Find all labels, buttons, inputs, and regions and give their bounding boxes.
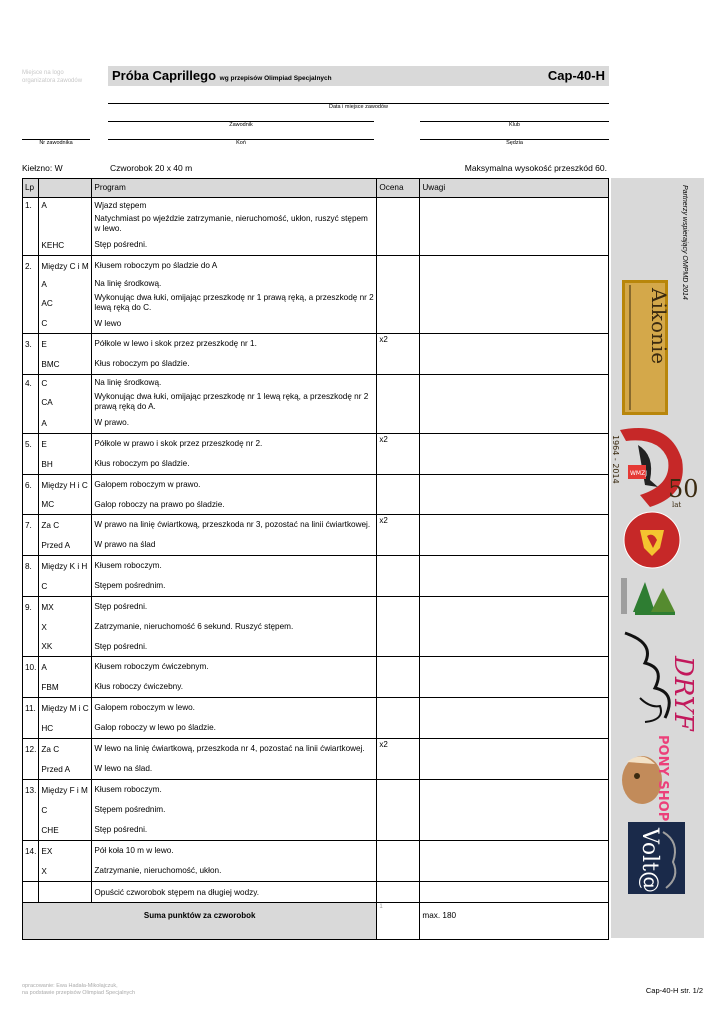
program-instruction: Stępem pośrednim. — [94, 805, 166, 814]
program-instruction: Stęp pośredni. — [94, 240, 148, 249]
program-row — [23, 657, 609, 698]
volta-logo — [628, 822, 685, 894]
row-points — [39, 597, 92, 657]
program-row — [23, 375, 609, 434]
svg-text:PONY SHOP: PONY SHOP — [655, 735, 670, 822]
row-number-text — [23, 576, 38, 596]
program-table — [22, 178, 609, 940]
program-instruction: Wykonując dwa łuki, omijając przeszkodę nr 1 lewą ręką, a przeszkodę nr 2 prawą ręką do A. — [94, 392, 369, 411]
final-point-text — [39, 882, 91, 902]
arena-point: C — [41, 805, 48, 815]
row-program — [92, 657, 377, 698]
judge-caption: Sędzia — [506, 140, 523, 146]
row-points — [39, 556, 92, 597]
row-number-text — [23, 292, 38, 314]
program-instruction: W lewo na linię ćwiartkową, przeszkoda nr 4, pozostać na linii ćwiartkowej. — [94, 744, 365, 753]
club-caption: Klub — [508, 122, 520, 128]
row-number-text — [23, 535, 38, 555]
partners-caption: Partnerzy wspierający OMPMD 2014 — [681, 185, 688, 300]
arena-point: X — [41, 622, 47, 632]
row-points — [39, 657, 92, 698]
logo-placeholder-note: Miejsce na logo organizatora zawodów — [22, 70, 83, 84]
arena-point: Między C i M — [41, 261, 89, 271]
notes-cell[interactable] — [420, 739, 609, 780]
row-number-text: 10. — [25, 662, 37, 672]
row-number — [23, 597, 39, 657]
program-row — [23, 739, 609, 780]
header-program: Program — [92, 179, 377, 198]
row-number-text: 2. — [25, 261, 32, 271]
total-score-index: 1 — [379, 904, 383, 910]
program-row — [23, 597, 609, 657]
program-instruction: W prawo na linię ćwiartkową, przeszkoda nr 3, pozostać na linii ćwiartkowej. — [94, 520, 371, 529]
program-instruction: Zatrzymanie, nieruchomość, ukłon. — [94, 866, 222, 875]
row-number-text — [23, 637, 38, 656]
program-row — [23, 434, 609, 475]
arena-point: CA — [41, 397, 53, 407]
header-notes: Uwagi — [420, 179, 609, 198]
bit-info: Kiełzno: W — [22, 163, 63, 173]
row-program — [92, 475, 377, 515]
row-number-text — [23, 454, 38, 474]
svg-text:1964 - 2014: 1964 - 2014 — [611, 435, 620, 484]
arena-point: CHE — [41, 825, 59, 835]
aikonie-logo — [622, 280, 671, 415]
svg-text:DRYF: DRYF — [668, 656, 698, 731]
program-row — [23, 698, 609, 739]
row-program — [92, 334, 377, 375]
program-instruction: Kłus roboczym po śladzie. — [94, 459, 190, 468]
program-instruction: Na linię środkową. — [94, 279, 162, 288]
row-number — [23, 780, 39, 841]
row-number-text: 8. — [25, 561, 32, 571]
row-points — [39, 841, 92, 882]
program-instruction: W prawo na ślad — [94, 540, 156, 549]
arena-point: HC — [41, 723, 54, 733]
arena-point: EX — [41, 846, 53, 856]
arena-point: C — [41, 378, 48, 388]
row-program — [92, 375, 377, 434]
program-row — [23, 780, 609, 841]
row-number — [23, 334, 39, 375]
notes-cell[interactable] — [420, 198, 609, 256]
arena-point: C — [41, 319, 48, 328]
dryf-logo — [615, 628, 698, 731]
score-cell[interactable] — [377, 698, 420, 739]
program-row — [23, 256, 609, 334]
arena-point: A — [41, 279, 47, 289]
program-instruction: Pół koła 10 m w lewo. — [94, 846, 174, 855]
row-program — [92, 556, 377, 597]
hippica-polonia-logo — [620, 510, 685, 570]
row-points — [39, 256, 92, 334]
program-instruction: Półkole w lewo i skok przez przeszkodę nr 1. — [94, 339, 257, 348]
score-cell[interactable] — [377, 597, 420, 657]
row-program — [92, 841, 377, 882]
arena-point: E — [41, 439, 47, 449]
row-points — [39, 198, 92, 256]
program-row — [23, 515, 609, 556]
header-score: Ocena — [377, 179, 420, 198]
notes-cell[interactable] — [420, 434, 609, 475]
score-cell[interactable] — [377, 515, 420, 556]
svg-text:lat: lat — [672, 501, 682, 509]
header-lp: Lp — [23, 179, 39, 198]
row-number-text — [23, 495, 38, 514]
coefficient: x2 — [379, 335, 388, 344]
row-number — [23, 198, 39, 256]
page-title: Próba Caprillego wg przepisów Olimpiad Specjalnych — [112, 68, 332, 83]
row-points — [39, 434, 92, 475]
row-number — [23, 375, 39, 434]
row-number-text — [23, 314, 38, 333]
row-number-text: 7. — [25, 520, 32, 530]
row-number-text — [23, 276, 38, 292]
program-instruction: Kłusem roboczym ćwiczebnym. — [94, 662, 209, 671]
arena-point: C — [41, 581, 48, 591]
score-cell[interactable] — [377, 556, 420, 597]
program-instruction: Galop roboczy w lewo po śladzie. — [94, 723, 216, 732]
arena-point: Między F i M — [41, 785, 88, 795]
sum-label: Suma punktów za czworobok — [143, 911, 256, 920]
final-score[interactable] — [377, 882, 420, 903]
row-number-text — [23, 861, 38, 881]
final-row — [23, 882, 609, 903]
row-program — [92, 434, 377, 475]
program-instruction: Na linię środkową. — [94, 378, 162, 387]
row-number — [23, 739, 39, 780]
row-program — [92, 780, 377, 841]
program-instruction: Natychmiast po wjeździe zatrzymanie, nieruchomość, ukłon, ruszyć stępem w lewo. — [94, 214, 368, 233]
arena-point: Za C — [41, 744, 60, 754]
program-instruction: Stępem pośrednim. — [94, 581, 166, 590]
row-number — [23, 556, 39, 597]
row-number-text: 5. — [25, 439, 32, 449]
arena-point: Między K i H — [41, 561, 88, 571]
row-points — [39, 698, 92, 739]
score-cell[interactable] — [377, 334, 420, 375]
program-row — [23, 334, 609, 375]
program-instruction: Kłus roboczy ćwiczebny. — [94, 682, 183, 691]
arena-point: Między M i C — [41, 703, 89, 713]
row-number-text — [23, 391, 38, 413]
program-instruction: Wykonując dwa łuki, omijając przeszkodę nr 1 prawą ręką, a przeszkodę nr 2 lewą ręką do C. — [94, 293, 374, 312]
program-instruction: W prawo. — [94, 418, 129, 427]
row-points — [39, 375, 92, 434]
row-number-text — [23, 213, 38, 235]
coefficient: x2 — [379, 740, 388, 749]
arena-point: Między H i C — [41, 480, 88, 490]
row-number-text: 4. — [25, 378, 32, 388]
row-program — [92, 597, 377, 657]
row-number-text: 12. — [25, 744, 37, 754]
final-program-text: Opuścić czworobok stępem na długiej wodzy. — [94, 887, 259, 897]
total-score-cell[interactable] — [377, 903, 420, 940]
row-number — [23, 475, 39, 515]
row-program — [92, 198, 377, 256]
notes-cell[interactable] — [420, 841, 609, 882]
arena-point — [39, 213, 91, 235]
program-instruction: Galopem roboczym w prawo. — [94, 480, 201, 489]
sum-label-cell — [23, 903, 377, 940]
row-points — [39, 739, 92, 780]
program-instruction: Kłusem roboczym. — [94, 785, 162, 794]
rider-caption: Zawodnik — [229, 122, 253, 128]
row-number-text — [23, 718, 38, 738]
score-cell[interactable] — [377, 780, 420, 841]
score-cell[interactable] — [377, 475, 420, 515]
row-program — [92, 515, 377, 556]
row-points — [39, 475, 92, 515]
arena-point: MX — [41, 602, 54, 612]
arena-point: AC — [41, 298, 53, 308]
arena-point: A — [41, 418, 47, 428]
notes-cell[interactable] — [420, 256, 609, 334]
anniversary-logo — [610, 425, 699, 510]
max-height-info: Maksymalna wysokość przeszkód 60. — [464, 163, 607, 173]
row-points — [39, 334, 92, 375]
footer-credits: opracowanie: Ewa Hadała-Mikołajczuk, na podstawie przepisów Olimpiad Specjalnych — [22, 983, 136, 996]
program-instruction: Galopem roboczym w lewo. — [94, 703, 195, 712]
row-number-text — [23, 677, 38, 697]
row-number — [23, 657, 39, 698]
max-points: max. 180 — [422, 911, 457, 920]
row-points — [39, 780, 92, 841]
arena-point: MC — [41, 500, 55, 509]
row-number-text: 13. — [25, 785, 37, 795]
score-cell[interactable] — [377, 657, 420, 698]
svg-text:WMZJ: WMZJ — [630, 470, 647, 477]
final-notes[interactable] — [420, 882, 609, 903]
pony-shop-logo — [617, 730, 687, 822]
notes-cell[interactable] — [420, 475, 609, 515]
coefficient: x2 — [379, 516, 388, 525]
score-cell[interactable] — [377, 434, 420, 475]
notes-cell[interactable] — [420, 657, 609, 698]
row-points — [39, 515, 92, 556]
row-number — [23, 256, 39, 334]
notes-cell[interactable] — [420, 515, 609, 556]
arena-point: KEHC — [41, 240, 65, 250]
arena-point: E — [41, 339, 47, 349]
row-number-text: 11. — [25, 703, 36, 713]
row-number-text: 6. — [25, 480, 32, 490]
program-instruction: Wjazd stępem — [94, 200, 147, 210]
header-point — [39, 179, 92, 198]
row-number-text — [23, 820, 38, 840]
row-number — [23, 841, 39, 882]
test-code: Cap-40-H — [547, 68, 605, 83]
row-number — [23, 515, 39, 556]
arena-point: Za C — [41, 520, 60, 530]
coefficient: x2 — [379, 435, 388, 444]
program-instruction: Stęp pośredni. — [94, 825, 148, 834]
score-cell[interactable] — [377, 198, 420, 256]
row-number-text: 1. — [25, 201, 32, 210]
score-cell[interactable] — [377, 841, 420, 882]
arena-point: A — [41, 662, 47, 672]
arena-point: X — [41, 866, 47, 876]
notes-cell[interactable] — [420, 375, 609, 434]
max-points-cell — [420, 903, 609, 940]
arena-point: A — [41, 201, 47, 210]
svg-text:50: 50 — [668, 475, 699, 503]
row-number-text — [23, 235, 38, 255]
final-notes-text — [420, 882, 608, 902]
row-number — [23, 698, 39, 739]
notes-cell[interactable] — [420, 556, 609, 597]
row-number-text — [23, 413, 38, 433]
program-instruction: Stęp pośredni. — [94, 602, 148, 611]
horse-caption: Koń — [236, 140, 246, 146]
rider-number-caption: Nr zawodnika — [39, 140, 73, 146]
program-row — [23, 556, 609, 597]
arena-point: Przed A — [41, 764, 71, 774]
lena-logo — [615, 572, 683, 620]
row-number-text — [23, 617, 38, 637]
program-instruction: Stęp pośredni. — [94, 641, 148, 651]
row-number — [23, 434, 39, 475]
row-program — [92, 256, 377, 334]
notes-cell[interactable] — [420, 334, 609, 375]
page-number: Cap-40-H str. 1/2 — [645, 986, 703, 995]
final-lp — [23, 882, 39, 903]
notes-cell[interactable] — [420, 597, 609, 657]
program-instruction: Półkole w prawo i skok przez przeszkodę nr 2. — [94, 439, 263, 448]
row-program — [92, 698, 377, 739]
program-instruction: Zatrzymanie, nieruchomość 6 sekund. Ruszyć stępem. — [94, 622, 294, 631]
row-number-text: 9. — [25, 602, 32, 612]
arena-point: XK — [41, 642, 53, 651]
program-instruction: Kłusem roboczym. — [94, 561, 162, 570]
program-instruction: Galop roboczy na prawo po śladzie. — [94, 499, 225, 509]
notes-cell[interactable] — [420, 780, 609, 841]
arena-point: BH — [41, 459, 53, 469]
svg-text:Aikonie: Aikonie — [647, 288, 671, 365]
page-subtitle: wg przepisów Olimpiad Specjalnych — [219, 75, 332, 82]
score-cell[interactable] — [377, 256, 420, 334]
final-program — [92, 882, 377, 903]
svg-text:Volt@: Volt@ — [637, 828, 662, 893]
program-instruction: Kłusem roboczym po śladzie do A — [94, 261, 218, 270]
arena-point: FBM — [41, 682, 59, 692]
arena-info: Czworobok 20 x 40 m — [110, 163, 193, 173]
score-cell[interactable] — [377, 739, 420, 780]
row-program — [92, 739, 377, 780]
program-instruction: Kłus roboczym po śladzie. — [94, 359, 190, 368]
row-number-text — [23, 800, 38, 820]
program-instruction: W lewo — [94, 318, 122, 328]
row-number-text — [23, 354, 38, 374]
row-number-text — [23, 759, 38, 779]
program-row — [23, 841, 609, 882]
program-instruction: W lewo na ślad. — [94, 764, 153, 773]
program-row — [23, 198, 609, 256]
title-bar — [108, 66, 609, 86]
final-point — [39, 882, 92, 903]
notes-cell[interactable] — [420, 698, 609, 739]
date-place-caption: Data i miejsce zawodów — [329, 104, 388, 110]
final-lp-text — [23, 882, 38, 902]
score-cell[interactable] — [377, 375, 420, 434]
arena-point: BMC — [41, 359, 60, 369]
program-row — [23, 475, 609, 515]
table-header — [23, 179, 609, 198]
final-score-text — [377, 882, 419, 902]
row-number-text: 14. — [25, 846, 37, 856]
row-number-text: 3. — [25, 339, 32, 349]
sum-row — [23, 903, 609, 940]
arena-point: Przed A — [41, 540, 71, 550]
